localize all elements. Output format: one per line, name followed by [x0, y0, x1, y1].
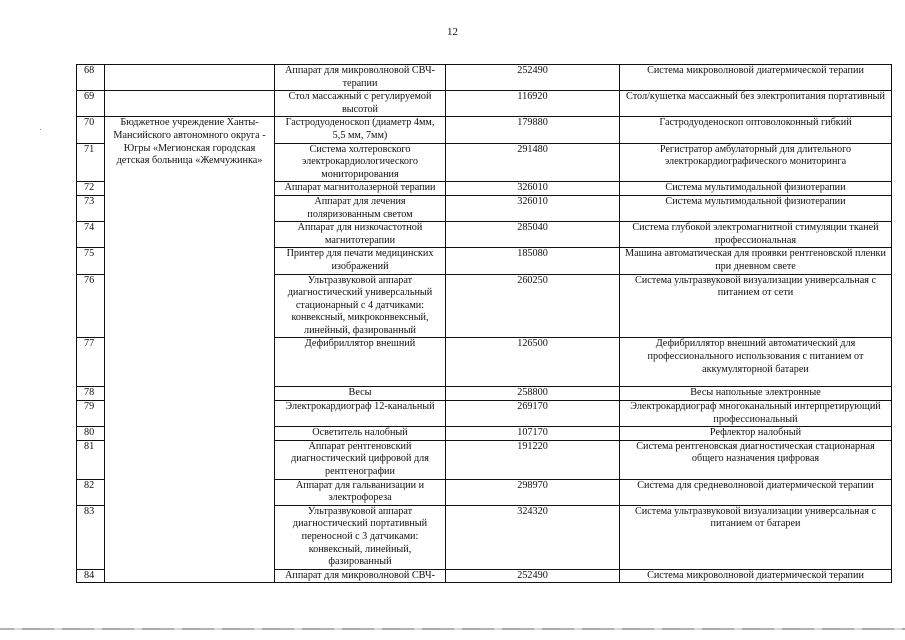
equipment-name: Аппарат для микроволновой СВЧ- [275, 569, 446, 583]
equipment-code: 260250 [446, 274, 620, 338]
equipment-name: Электрокардиограф 12-канальный [275, 401, 446, 427]
row-number: 69 [77, 91, 105, 117]
equipment-code: 107170 [446, 427, 620, 441]
scan-artifact-dot [40, 129, 41, 130]
equipment-code: 252490 [446, 65, 620, 91]
equipment-type: Система рентгеновская диагностическая стационарная общего назначения цифровая [620, 440, 892, 479]
row-number: 78 [77, 387, 105, 401]
equipment-name: Ультразвуковой аппарат диагностический универсальный стационарный с 4 датчиками: конвексный, микроконвексный, линейный, фазированный [275, 274, 446, 338]
equipment-code: 185080 [446, 248, 620, 274]
row-number: 81 [77, 440, 105, 479]
equipment-name: Осветитель налобный [275, 427, 446, 441]
equipment-name: Аппарат магнитолазерной терапии [275, 182, 446, 196]
equipment-name: Весы [275, 387, 446, 401]
equipment-name: Аппарат для микроволновой СВЧ-терапии [275, 65, 446, 91]
row-number: 77 [77, 338, 105, 387]
equipment-code: 298970 [446, 479, 620, 505]
row-number: 75 [77, 248, 105, 274]
page-number: 12 [447, 26, 458, 38]
equipment-type: Система ультразвуковой визуализации универсальная с питанием от сети [620, 274, 892, 338]
row-number: 71 [77, 143, 105, 182]
equipment-code: 269170 [446, 401, 620, 427]
equipment-name: Аппарат для низкочастотной магнитотерапии [275, 222, 446, 248]
equipment-name: Ультразвуковой аппарат диагностический портативный переносной с 3 датчиками: конвексный, линейный, фазированный [275, 505, 446, 569]
equipment-type: Дефибриллятор внешний автоматический для профессионального использования с питанием от аккумуляторной батареи [620, 338, 892, 387]
organization-cell-empty [105, 91, 275, 117]
equipment-code: 126500 [446, 338, 620, 387]
row-number: 76 [77, 274, 105, 338]
equipment-code: 252490 [446, 569, 620, 583]
equipment-type: Весы напольные электронные [620, 387, 892, 401]
scan-artifact-line [0, 628, 905, 630]
equipment-code: 179880 [446, 117, 620, 143]
row-number: 82 [77, 479, 105, 505]
equipment-code: 326010 [446, 195, 620, 221]
row-number: 74 [77, 222, 105, 248]
equipment-code: 116920 [446, 91, 620, 117]
equipment-code: 291480 [446, 143, 620, 182]
equipment-type: Система микроволновой диатермической терапии [620, 569, 892, 583]
equipment-name: Гастродуоденоскоп (диаметр 4мм, 5,5 мм, 7мм) [275, 117, 446, 143]
equipment-name: Принтер для печати медицинских изображений [275, 248, 446, 274]
organization-cell: Бюджетное учреждение Ханты-Мансийского автономного округа - Югры «Мегионская городская детская больница «Жемчужинка» [105, 117, 275, 583]
equipment-type: Машина автоматическая для проявки рентгеновской пленки при дневном свете [620, 248, 892, 274]
row-number: 83 [77, 505, 105, 569]
equipment-type: Система для средневолновой диатермической терапии [620, 479, 892, 505]
row-number: 79 [77, 401, 105, 427]
equipment-name: Аппарат для лечения поляризованным светом [275, 195, 446, 221]
equipment-code: 324320 [446, 505, 620, 569]
equipment-type: Регистратор амбулаторный для длительного электрокардиографического мониторинга [620, 143, 892, 182]
equipment-name: Система холтеровского электрокардиологического мониторирования [275, 143, 446, 182]
equipment-code: 326010 [446, 182, 620, 196]
organization-cell-empty [105, 65, 275, 91]
row-number: 70 [77, 117, 105, 143]
equipment-type: Рефлектор налобный [620, 427, 892, 441]
table-row [77, 91, 892, 117]
equipment-table-body [77, 65, 892, 583]
row-number: 72 [77, 182, 105, 196]
equipment-type: Электрокардиограф многоканальный интерпретирующий профессиональный [620, 401, 892, 427]
equipment-type: Система ультразвуковой визуализации универсальная с питанием от батареи [620, 505, 892, 569]
equipment-type: Стол/кушетка массажный без электропитания портативный [620, 91, 892, 117]
row-number: 84 [77, 569, 105, 583]
row-number: 73 [77, 195, 105, 221]
equipment-code: 258800 [446, 387, 620, 401]
equipment-type: Система глубокой электромагнитной стимуляции тканей профессиональная [620, 222, 892, 248]
equipment-type: Система мультимодальной физиотерапии [620, 182, 892, 196]
row-number: 80 [77, 427, 105, 441]
equipment-type: Система микроволновой диатермической терапии [620, 65, 892, 91]
equipment-code: 285040 [446, 222, 620, 248]
equipment-name: Аппарат для гальванизации и электрофореза [275, 479, 446, 505]
table-row [77, 117, 892, 143]
row-number: 68 [77, 65, 105, 91]
equipment-code: 191220 [446, 440, 620, 479]
equipment-name: Аппарат рентгеновский диагностический цифровой для рентгенографии [275, 440, 446, 479]
equipment-type: Система мультимодальной физиотерапии [620, 195, 892, 221]
equipment-type: Гастродуоденоскоп оптоволоконный гибкий [620, 117, 892, 143]
table-row [77, 65, 892, 91]
equipment-name: Стол массажный с регулируемой высотой [275, 91, 446, 117]
equipment-name: Дефибриллятор внешний [275, 338, 446, 387]
equipment-table [76, 64, 892, 583]
